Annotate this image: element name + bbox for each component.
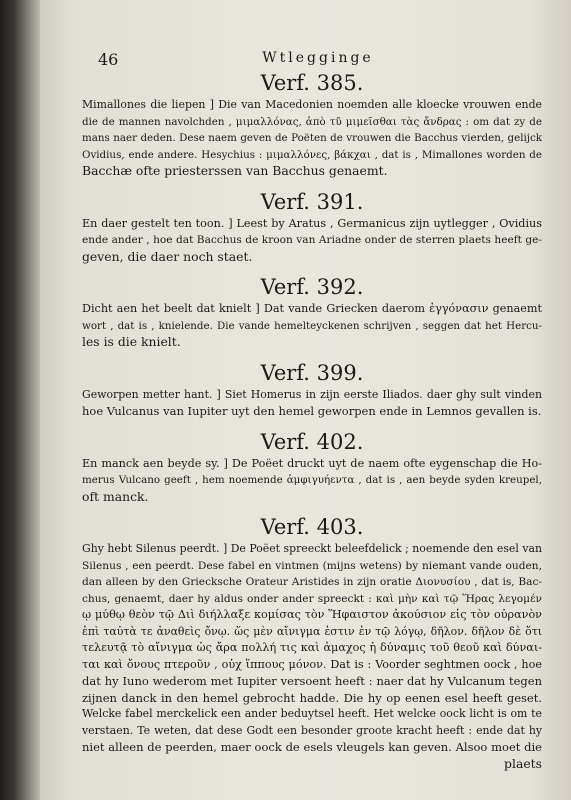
text-line: chus, genaemt, daer hy aldus onder ander spreeckt : καὶ μὴν καὶ τῷ Ἥρας λεγομέν: [82, 592, 542, 605]
section-text: [82, 387, 542, 420]
page-number: 46: [98, 50, 119, 69]
text-line: Silenus , een peerdt. Dese fabel en vintmen (mijns wetens) by niemant vande ouden,: [82, 559, 542, 572]
text-line: ende ander , hoe dat Bacchus de kroon van Ariadne onder de sterren plaets heeft ge-: [82, 234, 542, 246]
text-line: En manck aen beyde sy. ] De Poëet druckt uyt de naem ofte eygenschap die Ho-: [82, 456, 542, 470]
text-line: Welcke fabel merckelick een ander beduytsel heeft. Het welcke oock licht is om te: [82, 707, 542, 720]
section-heading: Verf. 392.: [260, 275, 364, 299]
text-line: ται καὶ ὄνους πτεροῦν , οὐχ ἵππους μόνον. Dat is : Voorder seghtmen oock , hoe: [82, 657, 542, 671]
text-line: oft manck.: [82, 488, 149, 504]
text-line: Geworpen metter hant. ] Siet Homerus in zijn eerste Iliados. daer ghy sult vinden: [82, 387, 542, 401]
text-line: ῳ μύθῳ θεὸν τῷ Διὶ διήλλαξε κομίσας τὸν Ἥφαιστον ἀκούσιον εἰς τὸν οὐρανὸν: [82, 608, 542, 621]
text-line: merus Vulcano geeft , hem noemende ἀμφιγυήεντα , dat is , aen beyde syden kreupel,: [82, 474, 542, 486]
catchword: plaets: [504, 755, 542, 771]
text-line: wort , dat is , knielende. Die vande hemelteyckenen schrijven , seggen dat het Hercu-: [82, 319, 542, 332]
text-line: zijnen danck in den hemel gebrocht hadde. Die hy op eenen esel heeft geset.: [82, 690, 542, 705]
text-line: hoe Vulcanus van Iupiter uyt den hemel geworpen ende in Lemnos gevallen is.: [82, 404, 542, 418]
running-head: [98, 50, 538, 72]
book-page: [40, 0, 571, 800]
text-line: Ghy hebt Silenus peerdt. ] De Poëet spreeckt beleefdelick ; noemende den esel van: [82, 542, 542, 555]
text-line: verstaen. Te weten, dat dese Godt een besonder groote kracht heeft : ende dat hy: [82, 723, 542, 737]
section-heading: Verf. 391.: [260, 189, 364, 214]
section-text: [82, 456, 542, 506]
section-heading: Verf. 399.: [260, 360, 364, 385]
section-heading: Verf. 403.: [260, 515, 364, 539]
text-line: niet alleen de peerden, maer oock de esels vleugels kan geven. Alsoo moet die: [82, 740, 542, 754]
text-line: En daer gestelt ten toon. ] Leest by Aratus , Germanicus zijn uytlegger , Ovidius: [82, 216, 542, 230]
section-text: [82, 97, 542, 180]
section-text: [82, 301, 542, 351]
text-line: dan alleen by den Griecksche Orateur Aristides in zijn oratie Διονυσίου , dat is, Bac-: [82, 576, 542, 588]
text-line: τελευτᾷ τὸ αἴνιγμα ὡς ἄρα πολλή τις καὶ ἀμαχος ἡ δύναμις τοῦ θεοῦ καὶ δύναι-: [82, 641, 542, 654]
text-line: Bacchæ ofte priesterssen van Bacchus genaemt.: [82, 163, 388, 178]
page-body: [82, 70, 542, 772]
text-line: geven, die daer noch staet.: [82, 248, 253, 264]
text-line: dat hy Iuno wederom met Iupiter versoent heeft : naer dat hy Vulcanum tegen: [82, 674, 542, 688]
text-line: die de mannen navolchden , μιμαλλόνας, ἀπὸ τῦ μιμεῖσθαι τὰς ἄνδρας : om dat zy de: [82, 115, 542, 128]
text-line: mans naer deden. Dese naem geven de Poëten de vrouwen die Bacchus vierden, gelijck: [82, 132, 542, 144]
text-line: Dicht aen het beelt dat knielt ] Dat vande Griecken daerom ἐγγόνασιν genaemt: [82, 302, 542, 315]
section-text: [82, 216, 542, 266]
section-text: [82, 541, 542, 772]
text-line: Mimallones die liepen ] Die van Macedonien noemden alle kloecke vrouwen ende: [82, 98, 542, 111]
section-heading: Verf. 402.: [260, 429, 364, 454]
text-line: Ovidius, ende andere. Hesychius : μιμαλλόνες, βάκχαι , dat is , Mimallones worden de: [82, 148, 542, 161]
book-gutter: [0, 0, 40, 800]
text-line: ἐπὶ ταὐτὰ τε ἀναθεὶς ὄνῳ. ὥς μὲν αἴνιγμα ἐστιν ἐν τῷ λόγῳ, δῆλον. δῆλον δὲ ὅτι: [82, 624, 542, 638]
text-line: les is die knielt.: [82, 334, 181, 349]
section-heading: Verf. 385.: [260, 71, 364, 95]
running-title: Wtlegginge: [262, 50, 374, 66]
